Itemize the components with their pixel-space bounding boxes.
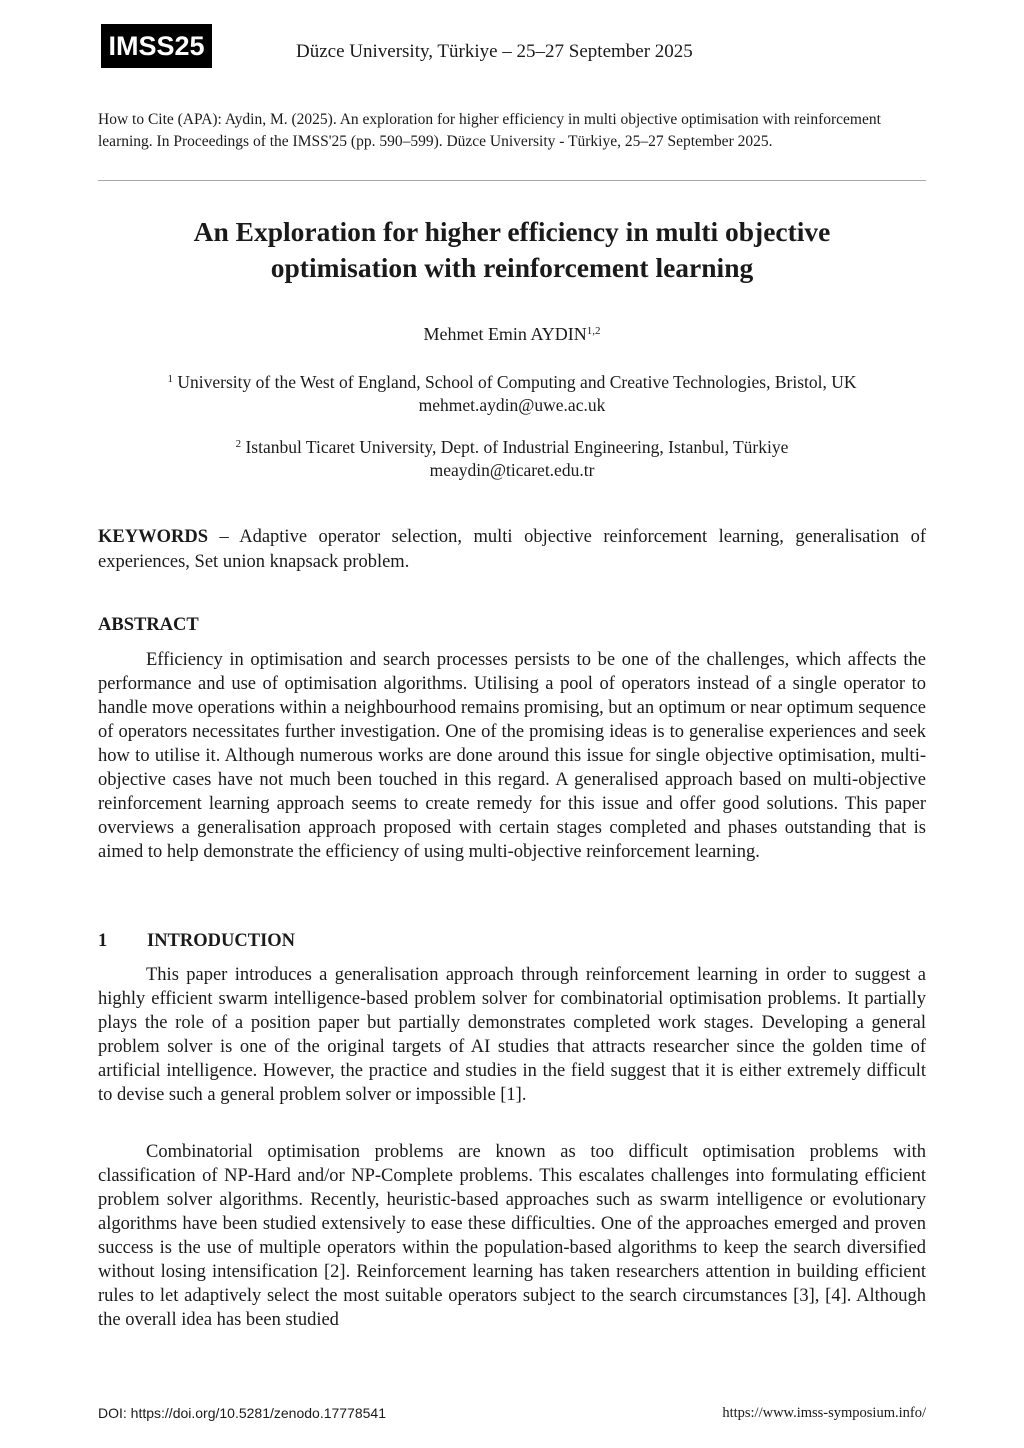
paragraph-text: This paper introduces a generalisation approach through reinforcement learning in order to suggest a highly efficient swarm intelligence-based problem solver for combinatorial optimisation problems. It partially plays the role of a position paper but partially demonstrates completed work stages. Developing a general problem solver is one of the original targets of AI studies that attracts researcher since the golden time of artificial intelligence. However, the practice and studies in the field suggest that it is either extremely difficult to devise such a general problem solver or impossible [1]. [98,965,926,1105]
affiliation-1 [98,368,926,417]
section-title: INTRODUCTION [147,931,296,951]
footer-url[interactable]: https://www.imss-symposium.info/ [722,1405,926,1421]
header-divider [98,180,926,181]
citation-text: How to Cite (APA): Aydin, M. (2025). An exploration for higher efficiency in multi objective optimisation with reinforcement learning. In Proceedings of the IMSS'25 (pp. 590–599). Düzce University - Türkiye, 25–27 September 2025. [98,111,881,150]
affiliation-1-text: University of the West of England, School of Computing and Creative Technologies, Bristol, UK [177,372,857,392]
author-affiliation-marks: 1,2 [586,325,601,337]
affiliation-1-number: 1 [167,373,173,385]
paper-title [98,214,926,286]
introduction-paragraph-1 [98,963,926,1107]
section-number: 1 [98,931,108,951]
affiliation-2-number: 2 [235,438,242,450]
abstract-paragraph: Efficiency in optimisation and search processes persists to be one of the challenges, which affects the performance and use of optimisation algorithms. Utilising a pool of operators instead of a single operator to handle move operations within a neighbourhood remains promising, but an optimum or near optimum sequence of operators necessitates further investigation. One of the promising ideas is to generalise experiences and seek how to utilise it. Although numerous works are done around this issue for single objective optimisation, multi-objective cases have not much been touched in this regard. A generalised approach based on multi-objective reinforcement learning approach seems to create remedy for this issue and offer good solutions. This paper overviews a generalisation approach proposed with certain stages completed and phases outstanding that is aimed to help demonstrate the efficiency of using multi-objective reinforcement learning. [98,650,926,862]
introduction-paragraph-2 [98,1140,926,1332]
title-line-2: optimisation with reinforcement learning [270,252,754,283]
keywords-separator: – [208,527,240,547]
introduction-heading [98,929,295,953]
keywords [98,525,926,575]
paragraph-text: Combinatorial optimisation problems are known as too difficult optimisation problems with classification of NP-Hard and/or NP-Complete problems. This escalates challenges into formulating efficient problem solver algorithms. Recently, heuristic-based approaches such as swarm intelligence or evolutionary algorithms have been studied extensively to ease these difficulties. One of the approaches emerged and proven success is the use of multiple operators within the population-based algorithms to keep the search diversified without losing intensification [2]. Reinforcement learning has taken researchers attention in building efficient rules to let adaptively select the most suitable operators subject to the search circumstances [3], [4]. Although the overall idea has been studied [98,1142,926,1330]
conference-info: Düzce University, Türkiye – 25–27 September 2025 [296,41,693,62]
affiliation-2-email[interactable]: meaydin@ticaret.edu.tr [429,460,595,480]
conference-logo: IMSS25 [101,24,212,68]
affiliation-1-email[interactable]: mehmet.aydin@uwe.ac.uk [418,395,606,415]
author-name: Mehmet Emin AYDIN [423,324,587,344]
author [98,320,926,345]
keywords-text: Adaptive operator selection, multi objective reinforcement learning, generalisation of experiences, Set union knapsack problem. [98,527,926,572]
abstract-heading: ABSTRACT [98,615,199,635]
abstract-body [98,648,926,864]
footer-doi[interactable]: DOI: https://doi.org/10.5281/zenodo.17778541 [98,1405,386,1421]
title-line-1: An Exploration for higher efficiency in multi objective [193,216,831,247]
affiliation-2 [98,433,926,482]
affiliation-2-text: Istanbul Ticaret University, Dept. of Industrial Engineering, Istanbul, Türkiye [245,437,789,457]
keywords-label: KEYWORDS [98,527,208,547]
